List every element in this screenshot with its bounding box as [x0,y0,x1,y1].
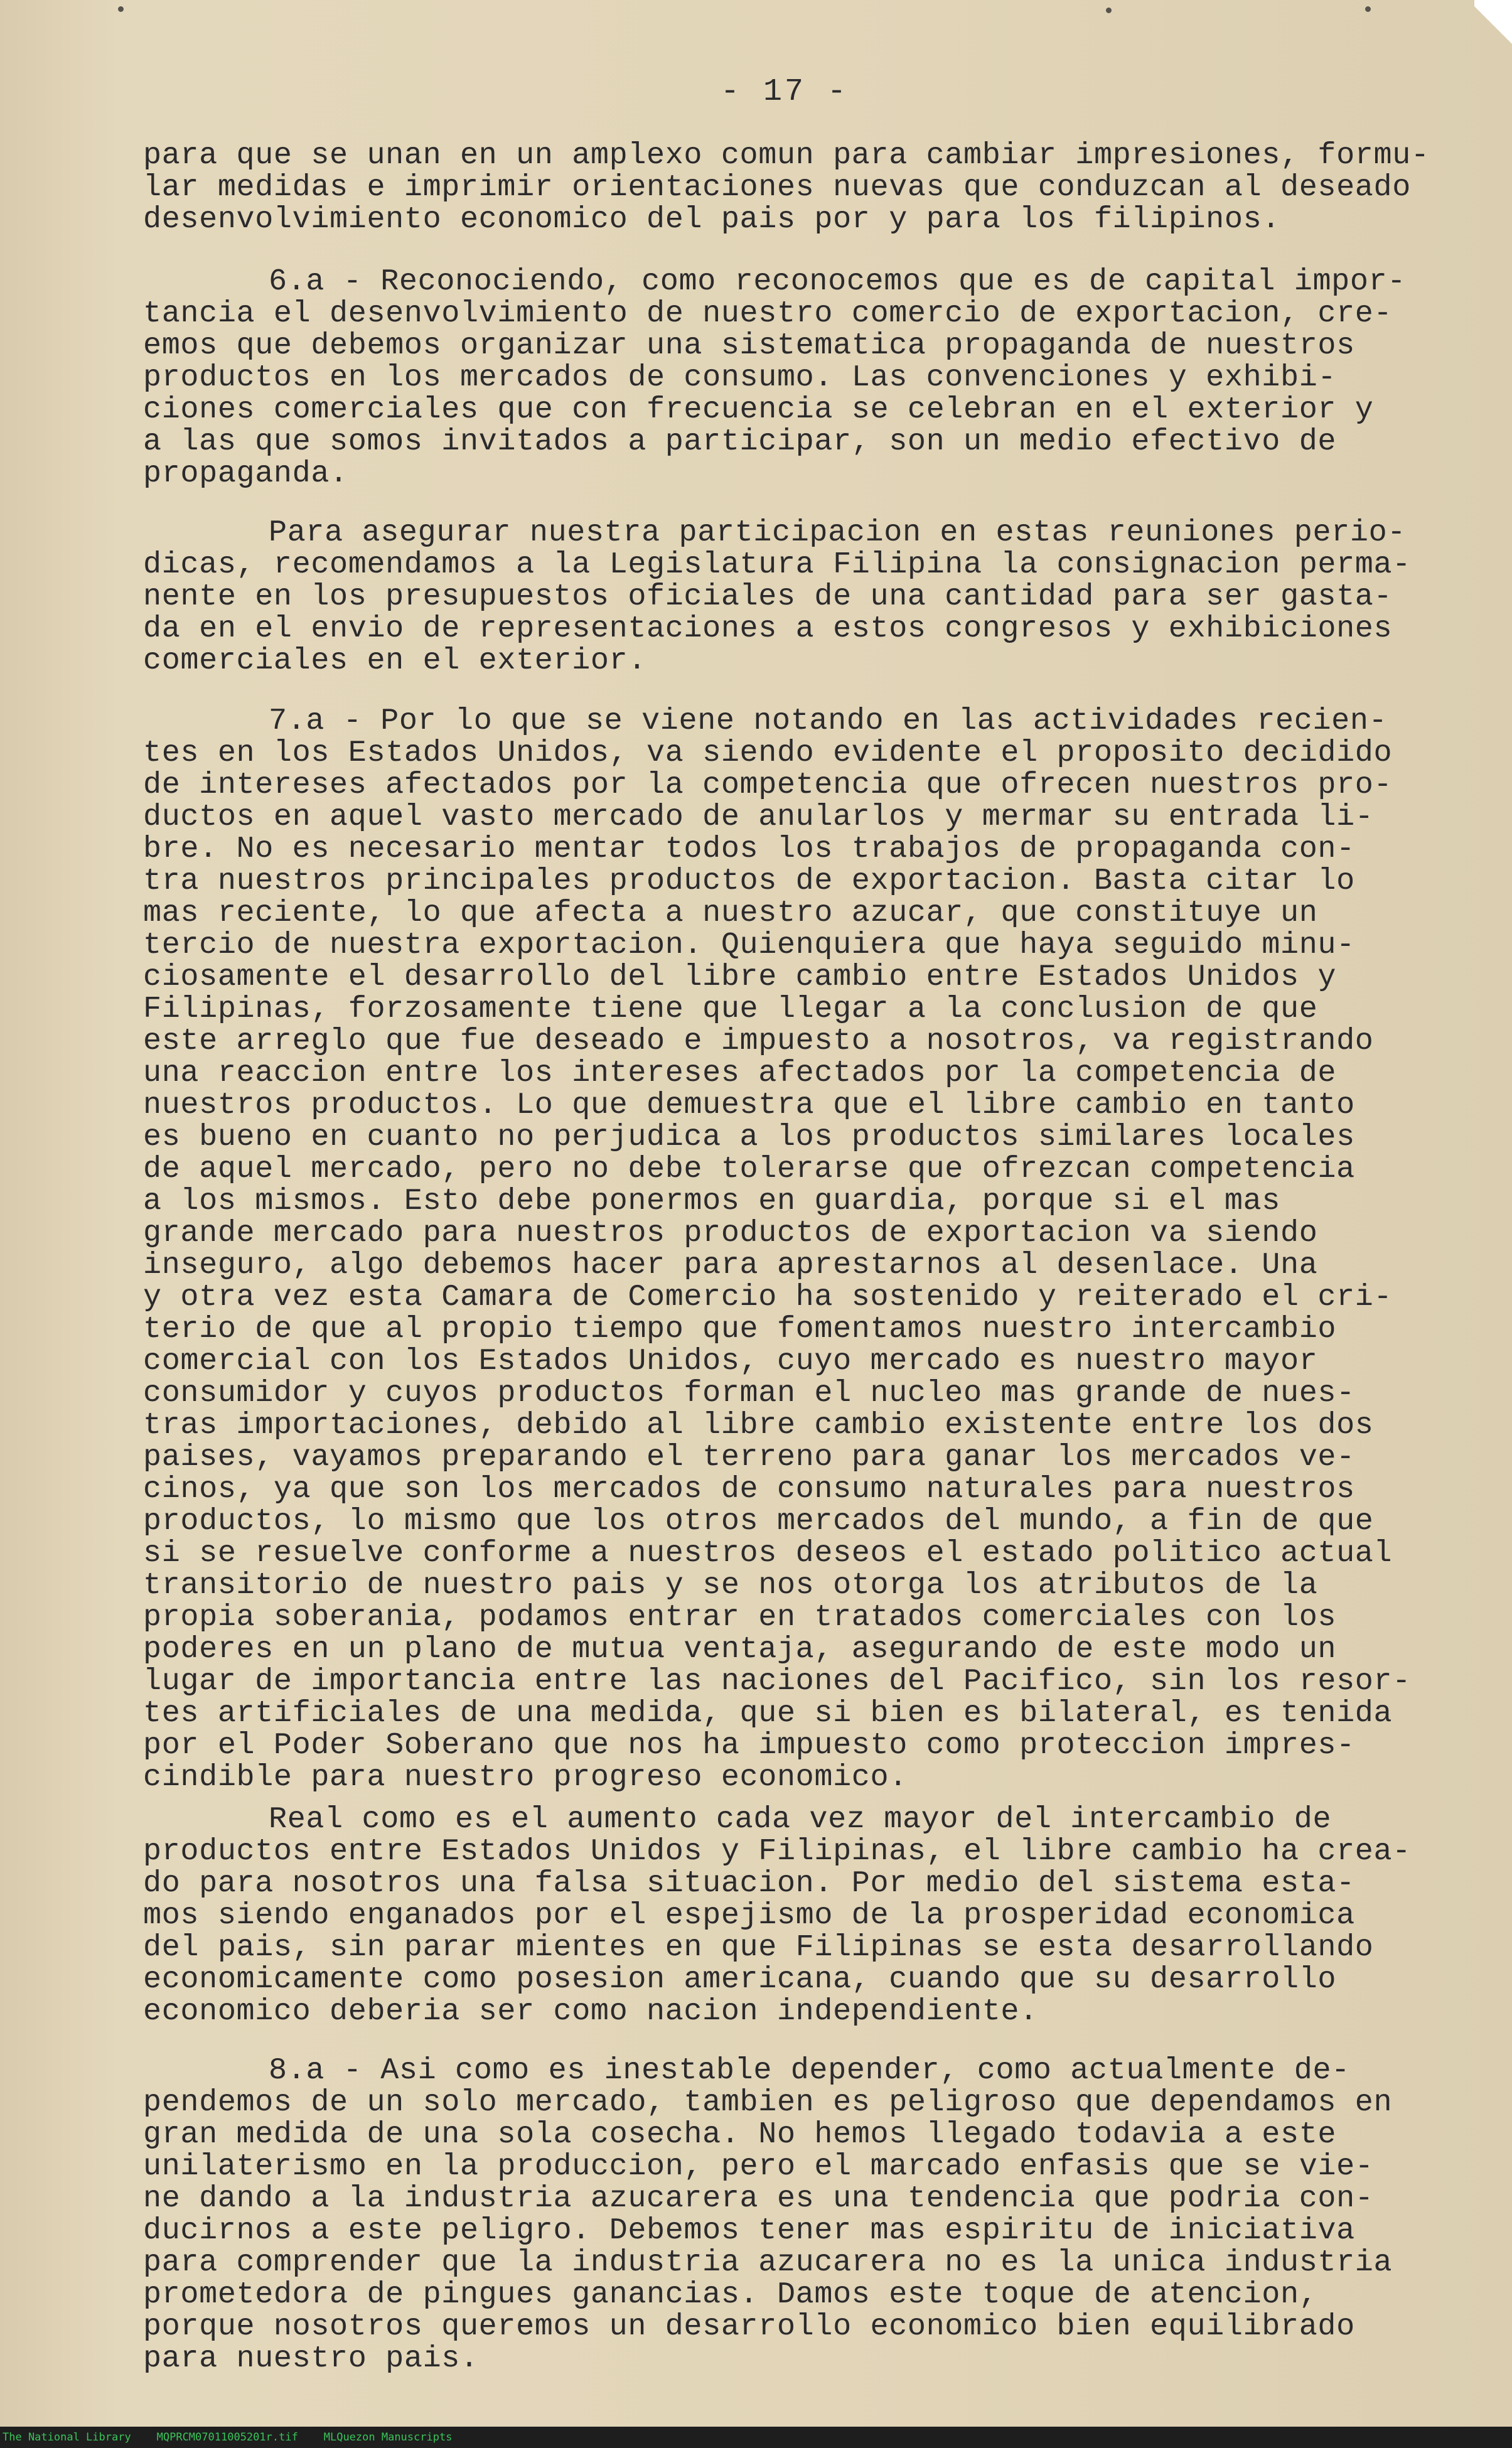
text-line: una reaccion entre los intereses afectados por la competencia de [143,1056,1337,1090]
page-number: - 17 - [720,74,849,110]
text-line: dicas, recomendamos a la Legislatura Filipina la consignacion perma- [143,547,1411,582]
text-line: a las que somos invitados a participar, son un medio efectivo de [143,424,1337,459]
paragraph-continuation [143,139,1436,235]
text-line: ne dando a la industria azucarera es una tendencia que podria con- [143,2181,1374,2216]
text-line: 6.a - Reconociendo, como reconocemos que es de capital impor- [269,264,1406,299]
paragraph-7a [143,705,1436,1793]
text-line: lar medidas e imprimir orientaciones nuevas que conduzcan al deseado [143,170,1411,205]
text-line: consumidor y cuyos productos forman el nucleo mas grande de nues- [143,1376,1355,1410]
text-line: productos en los mercados de consumo. Las convenciones y exhibi- [143,360,1337,395]
text-line: mas reciente, lo que afecta a nuestro azucar, que constituye un [143,896,1318,930]
text-line: do para nosotros una falsa situacion. Por medio del sistema esta- [143,1866,1355,1901]
text-line: mos siendo enganados por el espejismo de la prosperidad economica [143,1898,1355,1933]
text-line: 8.a - Asi como es inestable depender, como actualmente de- [269,2053,1350,2088]
text-line: economicamente como posesion americana, cuando que su desarrollo [143,1962,1337,1997]
text-line: lugar de importancia entre las naciones del Pacifico, sin los resor- [143,1664,1411,1699]
text-line: poderes en un plano de mutua ventaja, asegurando de este modo un [143,1632,1337,1667]
text-line: grande mercado para nuestros productos de exportacion va siendo [143,1216,1318,1250]
text-line: tra nuestros principales productos de exportacion. Basta citar lo [143,864,1355,898]
text-line: ciosamente el desarrollo del libre cambio entre Estados Unidos y [143,960,1337,994]
paragraph-8a [143,2054,1436,2375]
text-line: porque nosotros queremos un desarrollo economico bien equilibrado [143,2309,1355,2344]
text-line: a los mismos. Esto debe ponermos en guardia, porque si el mas [143,1184,1280,1218]
text-line: tancia el desenvolvimiento de nuestro comercio de exportacion, cre- [143,296,1393,331]
text-line: propaganda. [143,456,348,491]
text-line: tes artificiales de una medida, que si bien es bilateral, es tenida [143,1696,1393,1731]
text-line: nente en los presupuestos oficiales de una cantidad para ser gasta- [143,579,1393,614]
text-line: ducirnos a este peligro. Debemos tener mas espiritu de iniciativa [143,2213,1355,2248]
text-line: tras importaciones, debido al libre cambio existente entre los dos [143,1408,1374,1442]
paragraph-real-como [143,1803,1436,2027]
punch-hole [1365,6,1371,12]
text-line: de aquel mercado, pero no debe tolerarse que ofrezcan competencia [143,1152,1355,1186]
text-line: desenvolvimiento economico del pais por y para los filipinos. [143,202,1280,237]
text-line: comerciales en el exterior. [143,643,647,678]
text-line: ciones comerciales que con frecuencia se celebran en el exterior y [143,392,1374,427]
text-line: Para asegurar nuestra participacion en estas reuniones perio- [269,515,1406,550]
text-line: y otra vez esta Camara de Comercio ha sostenido y reiterado el cri- [143,1280,1393,1314]
text-line: es bueno en cuanto no perjudica a los productos similares locales [143,1120,1355,1154]
punch-hole [1106,8,1112,13]
text-line: si se resuelve conforme a nuestros deseos el estado politico actual [143,1536,1393,1570]
text-line: de intereses afectados por la competencia que ofrecen nuestros pro- [143,768,1393,802]
text-line: emos que debemos organizar una sistematica propaganda de nuestros [143,328,1355,363]
text-line: del pais, sin parar mientes en que Filipinas se esta desarrollando [143,1930,1374,1965]
text-line: propia soberania, podamos entrar en tratados comerciales con los [143,1600,1337,1635]
text-line: cinos, ya que son los mercados de consumo naturales para nuestros [143,1472,1355,1506]
text-line: para comprender que la industria azucarera no es la unica industria [143,2245,1393,2280]
text-line: bre. No es necesario mentar todos los trabajos de propaganda con- [143,832,1355,866]
text-line: inseguro, algo debemos hacer para aprestarnos al desenlace. Una [143,1248,1318,1282]
text-line: para nuestro pais. [143,2341,479,2376]
punch-hole [118,6,124,12]
text-line: tes en los Estados Unidos, va siendo evidente el proposito decidido [143,736,1393,770]
text-line: Real como es el aumento cada vez mayor del intercambio de [269,1802,1332,1837]
text-line: cindible para nuestro progreso economico. [143,1760,908,1795]
text-line: Filipinas, forzosamente tiene que llegar a la conclusion de que [143,992,1318,1026]
text-line: 7.a - Por lo que se viene notando en las actividades recien- [269,704,1388,738]
text-line: nuestros productos. Lo que demuestra que el libre cambio en tanto [143,1088,1355,1122]
text-line: prometedora de pingues ganancias. Damos este toque de atencion, [143,2277,1318,2312]
text-line: para que se unan en un amplexo comun para cambiar impresiones, formu- [143,138,1430,173]
text-line: este arreglo que fue deseado e impuesto a nosotros, va registrando [143,1024,1374,1058]
paragraph-participation [143,517,1436,677]
text-line: terio de que al propio tiempo que fomentamos nuestro intercambio [143,1312,1337,1346]
text-line: transitorio de nuestro pais y se nos otorga los atributos de la [143,1568,1318,1602]
text-line: tercio de nuestra exportacion. Quienquiera que haya seguido minu- [143,928,1355,962]
text-line: productos, lo mismo que los otros mercados del mundo, a fin de que [143,1504,1374,1538]
page-fold-corner [1474,0,1512,50]
text-line: pendemos de un solo mercado, tambien es peligroso que dependamos en [143,2085,1393,2120]
text-line: paises, vayamos preparando el terreno para ganar los mercados ve- [143,1440,1355,1474]
text-line: unilaterismo en la produccion, pero el marcado enfasis que se vie- [143,2149,1374,2184]
text-line: gran medida de una sola cosecha. No hemos llegado todavia a este [143,2117,1337,2152]
text-line: productos entre Estados Unidos y Filipinas, el libre cambio ha crea- [143,1834,1411,1869]
text-line: ductos en aquel vasto mercado de anularlos y mermar su entrada li- [143,800,1374,834]
archive-footer: The National Library MQPRCM07011005201r.tif MLQuezon Manuscripts [0,2427,1512,2448]
text-line: da en el envio de representaciones a estos congresos y exhibiciones [143,611,1393,646]
text-line: comercial con los Estados Unidos, cuyo mercado es nuestro mayor [143,1344,1318,1378]
paragraph-6a [143,266,1436,490]
text-line: por el Poder Soberano que nos ha impuesto como proteccion impres- [143,1728,1355,1763]
text-line: economico deberia ser como nacion independiente. [143,1994,1038,2029]
